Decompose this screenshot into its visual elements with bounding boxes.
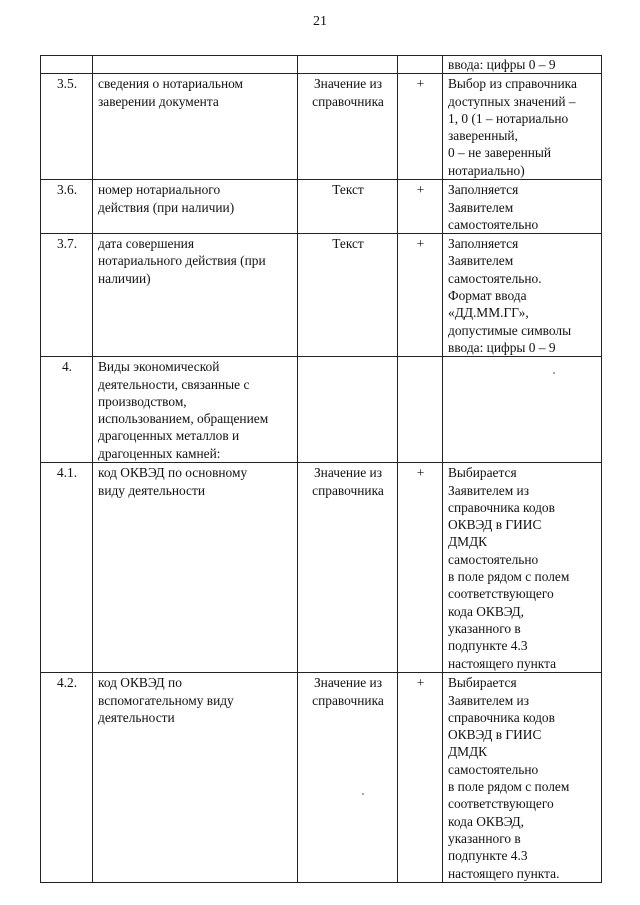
note-cell: [443, 673, 602, 883]
note-cell: [443, 180, 602, 234]
required-cell: [398, 56, 443, 74]
note-line: Заявителем из: [448, 692, 529, 708]
note-line: Заявителем из: [448, 482, 529, 498]
field-name-cell: [93, 234, 298, 357]
note-cell: [443, 463, 602, 673]
field-name-line: вспомогательному виду: [98, 692, 234, 708]
note-line: «ДД.ММ.ГГ»,: [448, 305, 529, 321]
field-name-line: деятельности, связанные с: [98, 376, 250, 392]
field-name-line: действия (при наличии): [98, 199, 235, 215]
required-cell: [398, 463, 443, 673]
table-row: [41, 357, 602, 463]
field-name-line: заверении документа: [98, 93, 219, 109]
field-name-line: драгоценных металлов и: [98, 428, 240, 444]
value-type-cell: [298, 74, 398, 180]
note-line: заверенный,: [448, 128, 518, 144]
field-name-cell: [93, 463, 298, 673]
value-type-line: справочника: [312, 482, 384, 498]
required-mark: +: [416, 236, 425, 252]
table-row: [41, 74, 602, 180]
field-name-line: сведения о нотариальном: [98, 76, 244, 92]
note-line: ОКВЭД в ГИИС: [448, 517, 542, 533]
note-line: в поле рядом с полем: [448, 779, 570, 795]
note-line: 1, 0 (1 – нотариально: [448, 110, 569, 126]
note-cell: [443, 56, 602, 74]
row-number: 4.1.: [56, 465, 78, 481]
value-type-line: Значение из: [313, 465, 383, 481]
note-line: доступных значений –: [448, 93, 576, 109]
field-name-cell: [93, 357, 298, 463]
value-type-cell: [298, 357, 398, 463]
row-number-cell: [41, 74, 93, 180]
required-mark: +: [416, 182, 425, 198]
scan-speck: [553, 372, 555, 374]
field-name-line: код ОКВЭД по основному: [98, 465, 248, 481]
field-name-line: код ОКВЭД по: [98, 675, 182, 691]
field-name-line: нотариального действия (при: [98, 253, 266, 269]
note-cell: [443, 74, 602, 180]
row-number-cell: [41, 357, 93, 463]
value-type-line: справочника: [312, 692, 384, 708]
value-type-line: справочника: [312, 93, 384, 109]
row-number-cell: [41, 180, 93, 234]
required-mark: +: [416, 675, 425, 691]
required-cell: [398, 180, 443, 234]
field-name-line: драгоценных камней:: [98, 445, 221, 461]
table-row: [41, 673, 602, 883]
row-number: 3.5.: [56, 76, 78, 92]
row-number-cell: [41, 234, 93, 357]
note-line: подпункте 4.3: [448, 848, 528, 864]
note-line: Выбирается: [448, 675, 517, 691]
note-line: Заполняется: [448, 182, 519, 198]
note-line: ввода: цифры 0 – 9: [448, 339, 556, 355]
note-line: допустимые символы: [448, 322, 572, 338]
note-line: кода ОКВЭД,: [448, 603, 524, 619]
note-line: в поле рядом с полем: [448, 569, 570, 585]
field-name-line: дата совершения: [98, 236, 194, 252]
required-cell: [398, 673, 443, 883]
table-row: [41, 180, 602, 234]
note-line: указанного в: [448, 830, 521, 846]
field-name-line: производством,: [98, 393, 187, 409]
note-line: подпункте 4.3: [448, 638, 528, 654]
required-cell: [398, 357, 443, 463]
note-line: настоящего пункта: [448, 655, 557, 671]
page-number: 21: [313, 14, 327, 29]
note-line: кода ОКВЭД,: [448, 813, 524, 829]
note-line: самостоятельно: [448, 551, 539, 567]
requirements-table: [40, 55, 602, 883]
row-number-cell: [41, 56, 93, 74]
field-name-cell: [93, 180, 298, 234]
field-name-line: виду деятельности: [98, 482, 206, 498]
value-type-line: Значение из: [313, 76, 383, 92]
note-line: указанного в: [448, 620, 521, 636]
field-name-cell: [93, 673, 298, 883]
note-line: ввода: цифры 0 – 9: [448, 57, 556, 72]
field-name-line: номер нотариального: [98, 182, 221, 198]
note-line: Заполняется: [448, 236, 519, 252]
field-name-line: деятельности: [98, 709, 175, 725]
field-name-cell: [93, 56, 298, 74]
note-line: ДМДК: [448, 534, 488, 550]
value-type-cell: [298, 234, 398, 357]
note-line: соответствующего: [448, 586, 554, 602]
note-line: справочника кодов: [448, 709, 555, 725]
note-line: самостоятельно.: [448, 270, 542, 286]
note-line: Выбор из справочника: [448, 76, 577, 92]
required-cell: [398, 234, 443, 357]
value-type-cell: [298, 56, 398, 74]
note-line: Выбирается: [448, 465, 517, 481]
field-name-line: наличии): [98, 270, 151, 286]
note-line: самостоятельно: [448, 216, 539, 232]
row-number-cell: [41, 673, 93, 883]
field-name-cell: [93, 74, 298, 180]
note-line: Заявителем: [448, 199, 514, 215]
note-line: 0 – не заверенный: [448, 145, 552, 161]
note-cell: [443, 234, 602, 357]
note-line: самостоятельно: [448, 761, 539, 777]
field-name-line: Виды экономической: [98, 359, 220, 375]
note-line: настоящего пункта.: [448, 865, 560, 881]
value-type-cell: [298, 463, 398, 673]
row-number: 4.2.: [56, 675, 78, 691]
value-type-line: Текст: [332, 182, 364, 198]
note-line: соответствующего: [448, 796, 554, 812]
row-number-cell: [41, 463, 93, 673]
note-line: Формат ввода: [448, 288, 527, 304]
value-type-line: Текст: [332, 236, 364, 252]
table-row: [41, 56, 602, 74]
note-line: Заявителем: [448, 253, 514, 269]
table-row: [41, 463, 602, 673]
value-type-cell: [298, 180, 398, 234]
table-row: [41, 234, 602, 357]
required-mark: +: [416, 465, 425, 481]
note-line: справочника кодов: [448, 499, 555, 515]
required-cell: [398, 74, 443, 180]
value-type-cell: [298, 673, 398, 883]
value-type-line: Значение из: [313, 675, 383, 691]
scan-speck: [362, 793, 364, 795]
row-number: 3.6.: [56, 182, 78, 198]
field-name-line: использованием, обращением: [98, 411, 269, 427]
note-cell: [443, 357, 602, 463]
required-mark: +: [416, 76, 425, 92]
note-line: ОКВЭД в ГИИС: [448, 727, 542, 743]
row-number: 3.7.: [56, 236, 78, 252]
note-line: ДМДК: [448, 744, 488, 760]
note-line: нотариально): [448, 162, 525, 178]
row-number: 4.: [61, 359, 73, 375]
